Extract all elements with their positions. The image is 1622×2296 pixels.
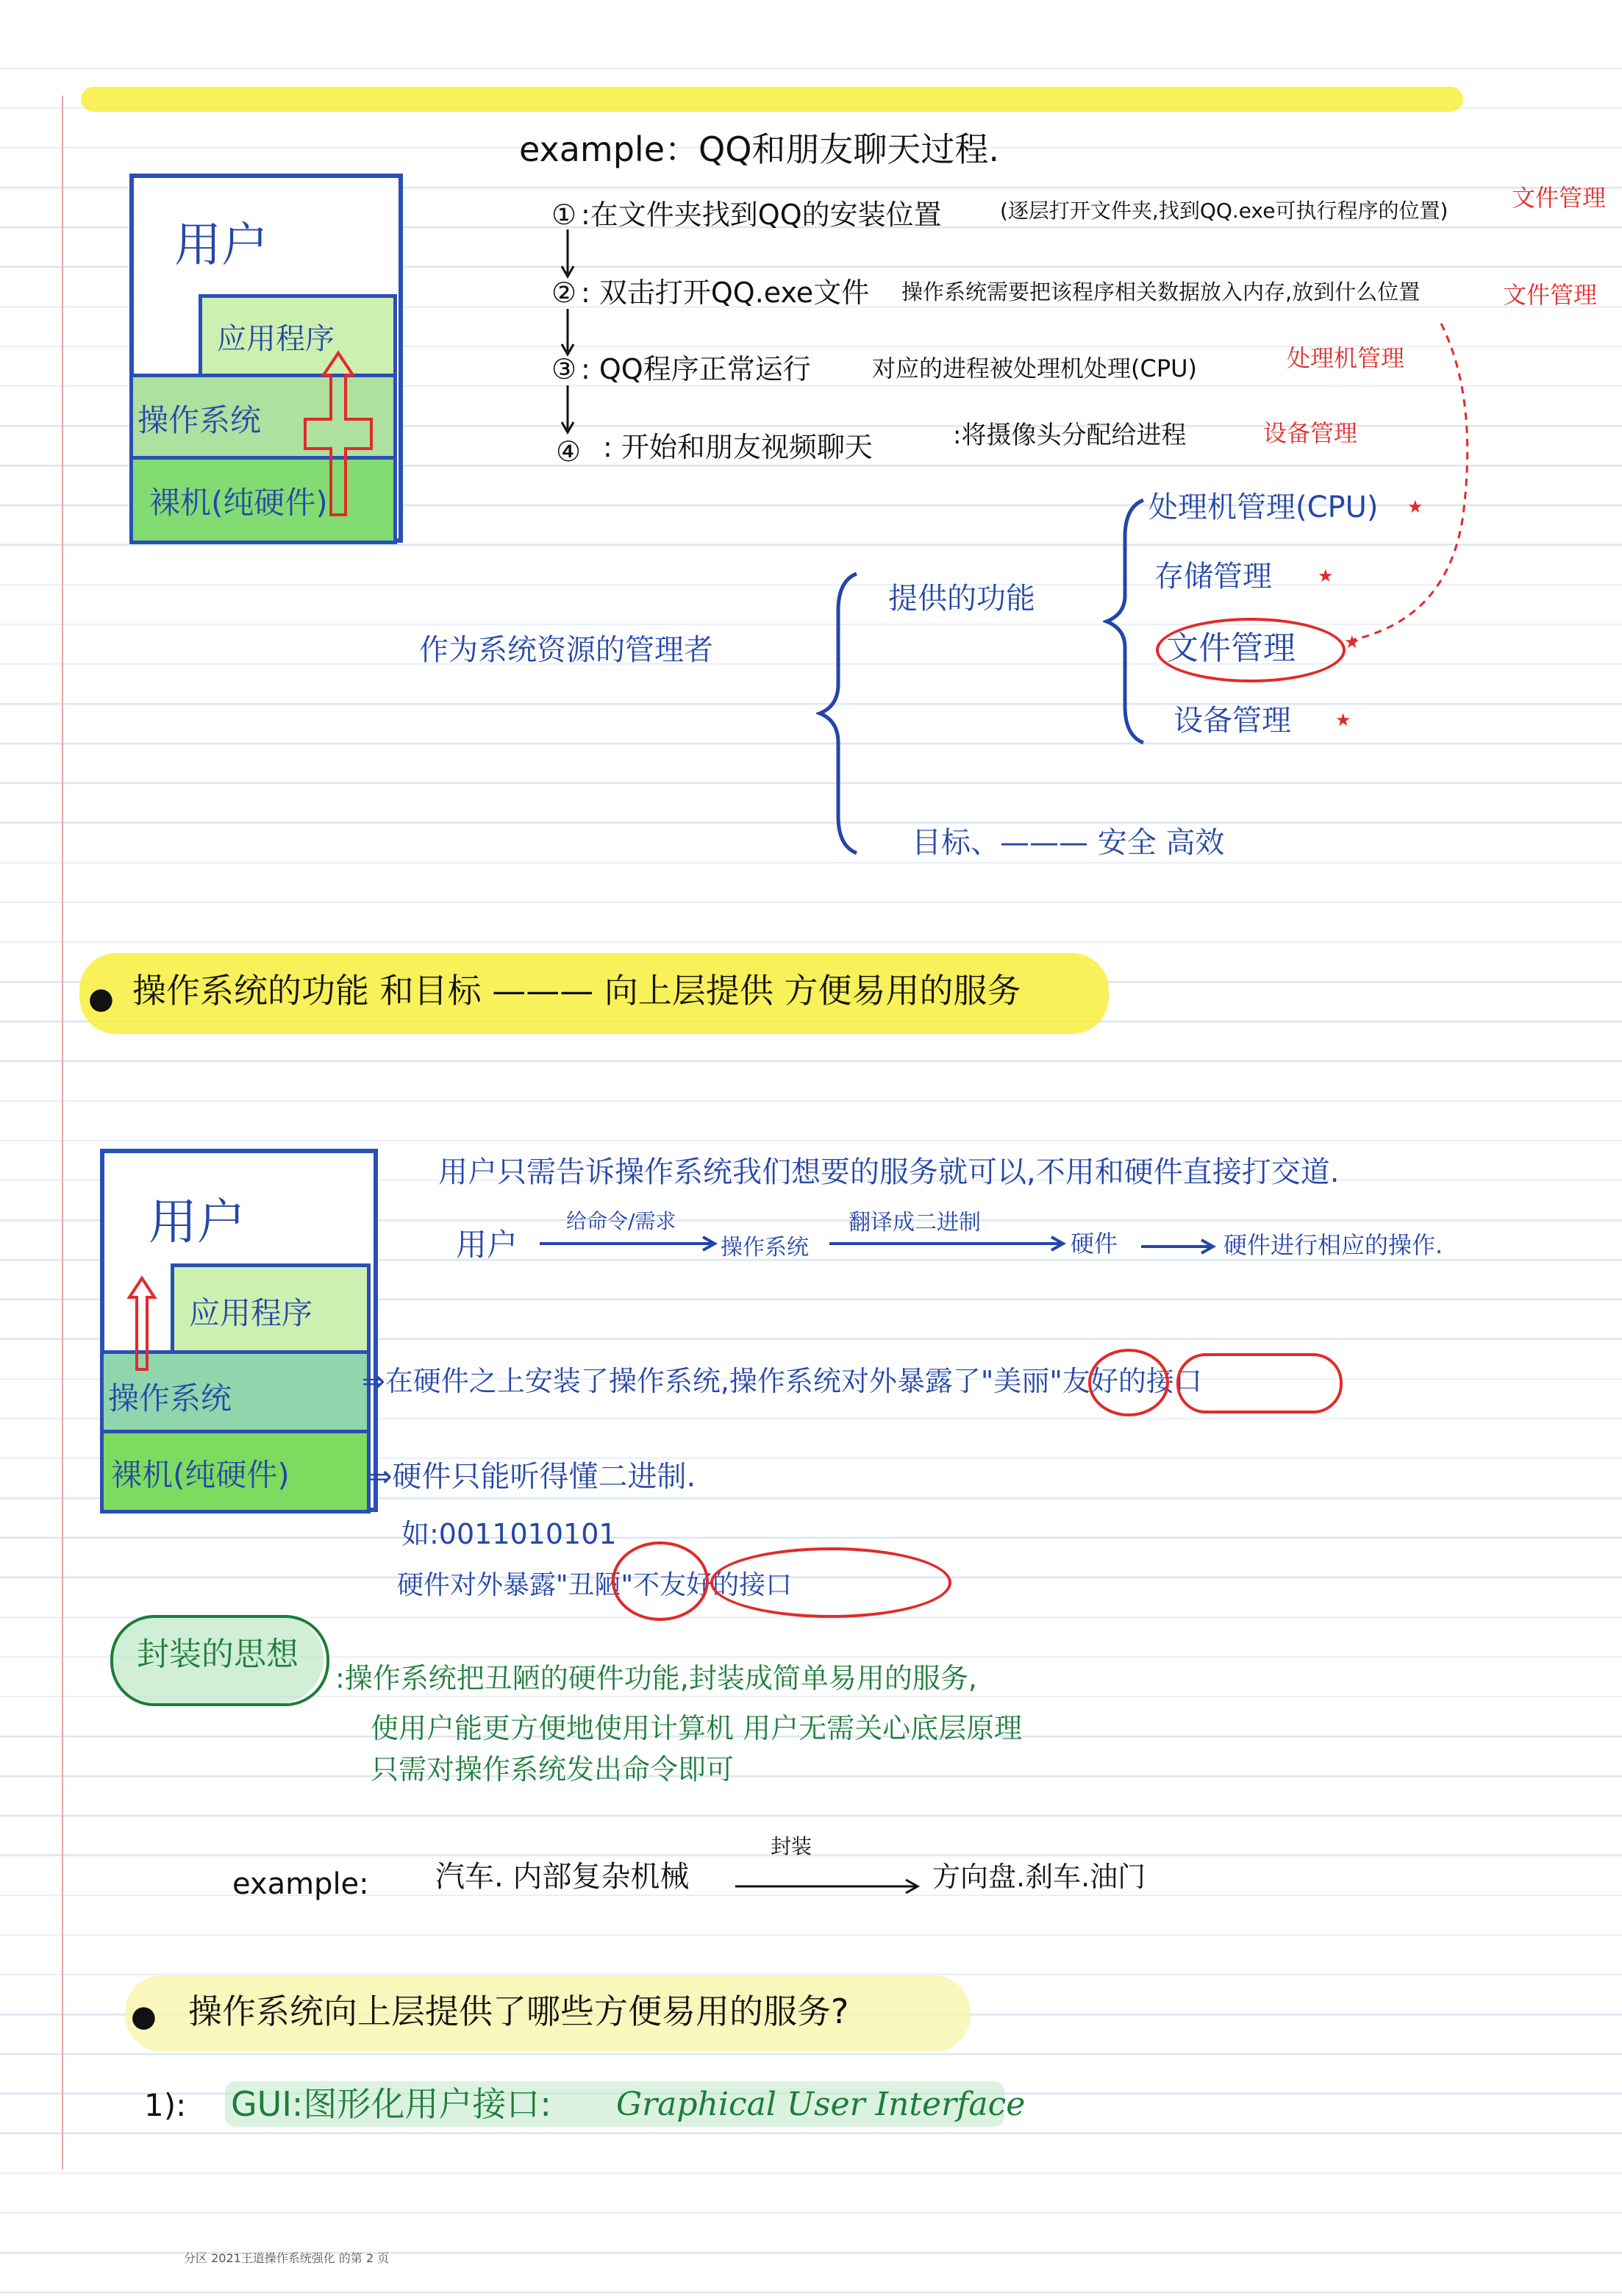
function-memory: 存储管理 — [1154, 560, 1272, 593]
flow-arrow-2 — [826, 1233, 1069, 1255]
step-4-tag: 设备管理 — [1263, 419, 1358, 447]
flow-arrow-3 — [1138, 1236, 1219, 1258]
function-file: 文件管理 — [1166, 630, 1296, 667]
diagram-user-label: 用户 — [174, 218, 268, 273]
idea-line-2: 使用户能更方便地使用计算机 用户无需关心底层原理 — [371, 1712, 1023, 1744]
function-device: 设备管理 — [1173, 704, 1291, 738]
middle-diagram-app-layer — [171, 1263, 371, 1358]
flow-user: 用户 — [456, 1227, 518, 1263]
step-2-tag: 文件管理 — [1503, 281, 1598, 309]
friendly-interface-circle — [1176, 1353, 1343, 1413]
step-1-tag: 文件管理 — [1512, 184, 1607, 212]
middle-diagram-hw-label: 裸机(纯硬件) — [111, 1457, 290, 1493]
section1-bullet: ● — [88, 982, 114, 1016]
middle-red-arrow-icon — [124, 1272, 160, 1375]
middle-diagram-user-label: 用户 — [149, 1194, 246, 1250]
step-1-num: ① — [551, 199, 577, 231]
step-4-note: :将摄像头分配给进程 — [953, 421, 1187, 450]
example-title: example：QQ和朋友聊天过程. — [519, 129, 1000, 169]
step-1-text: :在文件夹找到QQ的安装位置 — [581, 199, 942, 231]
function-file-circle — [1156, 618, 1346, 682]
flow-hw: 硬件 — [1071, 1230, 1118, 1258]
os-expose-line: ⇒在硬件之上安装了操作系统,操作系统对外暴露了"美丽"友好的接口 — [362, 1365, 1202, 1397]
flow-os: 操作系统 — [721, 1235, 809, 1261]
diagram-os-label: 操作系统 — [137, 402, 262, 438]
idea-line-3: 只需对操作系统发出命令即可 — [371, 1753, 735, 1786]
function-cpu-star: ★ — [1407, 496, 1423, 517]
flow-translate: 翻译成二进制 — [848, 1210, 981, 1236]
flow-arrow-1 — [537, 1233, 721, 1255]
unfriendly-interface-circle — [710, 1547, 951, 1618]
hw-binary-line: ⇒硬件只能听得懂二进制. — [368, 1460, 696, 1494]
function-cpu: 处理机管理(CPU) — [1148, 491, 1379, 524]
idea-line-1: :操作系统把丑陋的硬件功能,封装成简单易用的服务, — [335, 1662, 977, 1694]
flow-result: 硬件进行相应的操作. — [1223, 1231, 1443, 1259]
flow-cmd: 给命令/需求 — [566, 1209, 676, 1233]
car-example-result: 方向盘.刹车.油门 — [932, 1861, 1146, 1893]
step-4-num: ④ — [556, 435, 582, 468]
middle-line1: 用户只需告诉操作系统我们想要的服务就可以,不用和硬件直接打交道. — [438, 1155, 1340, 1189]
step-3-tag: 处理机管理 — [1287, 344, 1405, 372]
step-2-note: 操作系统需要把该程序相关数据放入内存,放到什么位置 — [901, 279, 1421, 304]
margin-line — [62, 96, 63, 2170]
dashed-connector — [1338, 294, 1485, 662]
steps-arrows — [553, 221, 582, 449]
diagram-app-label: 应用程序 — [217, 322, 335, 356]
middle-diagram-app-label: 应用程序 — [189, 1295, 313, 1331]
function-file-star: ★ — [1344, 632, 1360, 652]
red-arrow-icon — [301, 346, 375, 522]
ugly-circle — [612, 1541, 709, 1621]
step-3-text: : QQ程序正常运行 — [581, 353, 811, 385]
diagram-hw-label: 裸机(纯硬件) — [149, 485, 328, 521]
binary-example: 如:0011010101 — [401, 1518, 617, 1550]
function-device-star: ★ — [1335, 710, 1351, 730]
hw-expose-line: 硬件对外暴露"丑陋"不友好的接口 — [397, 1570, 793, 1600]
step-3-num: ③ — [551, 353, 577, 385]
top-highlight — [81, 87, 1463, 112]
manager-label: 作为系统资源的管理者 — [419, 633, 713, 667]
middle-diagram-os-label: 操作系统 — [108, 1380, 232, 1416]
function-memory-star: ★ — [1318, 566, 1334, 586]
car-arrow-label: 封装 — [771, 1834, 812, 1858]
gui-item-english: Graphical User Interface — [616, 2086, 1026, 2123]
step-1-note: (逐层打开文件夹,找到QQ.exe可执行程序的位置) — [1000, 199, 1448, 223]
provided-functions-label: 提供的功能 — [888, 582, 1035, 616]
step-4-text: : 开始和朋友视频聊天 — [603, 431, 873, 463]
section1-heading: 操作系统的功能 和目标 ——— 向上层提供 方便易用的服务 — [132, 971, 1021, 1010]
left-brace — [816, 566, 860, 860]
section2-heading: 操作系统向上层提供了哪些方便易用的服务? — [188, 1992, 849, 2031]
step-2-num: ② — [551, 277, 577, 309]
gui-item-num: 1): — [144, 2087, 187, 2123]
car-example-text: 汽车. 内部复杂机械 — [435, 1860, 690, 1894]
beautiful-circle — [1088, 1349, 1169, 1416]
section2-bullet: ● — [131, 2000, 157, 2033]
goal-line: 目标、——— 安全 高效 — [912, 826, 1225, 860]
right-brace — [1103, 493, 1147, 750]
idea-label: 封装的思想 — [137, 1636, 299, 1673]
page-footer: 分区 2021王道操作系统强化 的第 2 页 — [184, 2251, 390, 2265]
step-3-note: 对应的进程被处理机处理(CPU) — [872, 354, 1198, 382]
gui-item-text: GUI:图形化用户接口: — [231, 2084, 551, 2124]
car-arrow — [732, 1875, 923, 1897]
middle-diagram-hw-layer — [100, 1430, 371, 1514]
car-example-label: example: — [232, 1867, 369, 1901]
step-2-text: : 双击打开QQ.exe文件 — [581, 277, 870, 309]
